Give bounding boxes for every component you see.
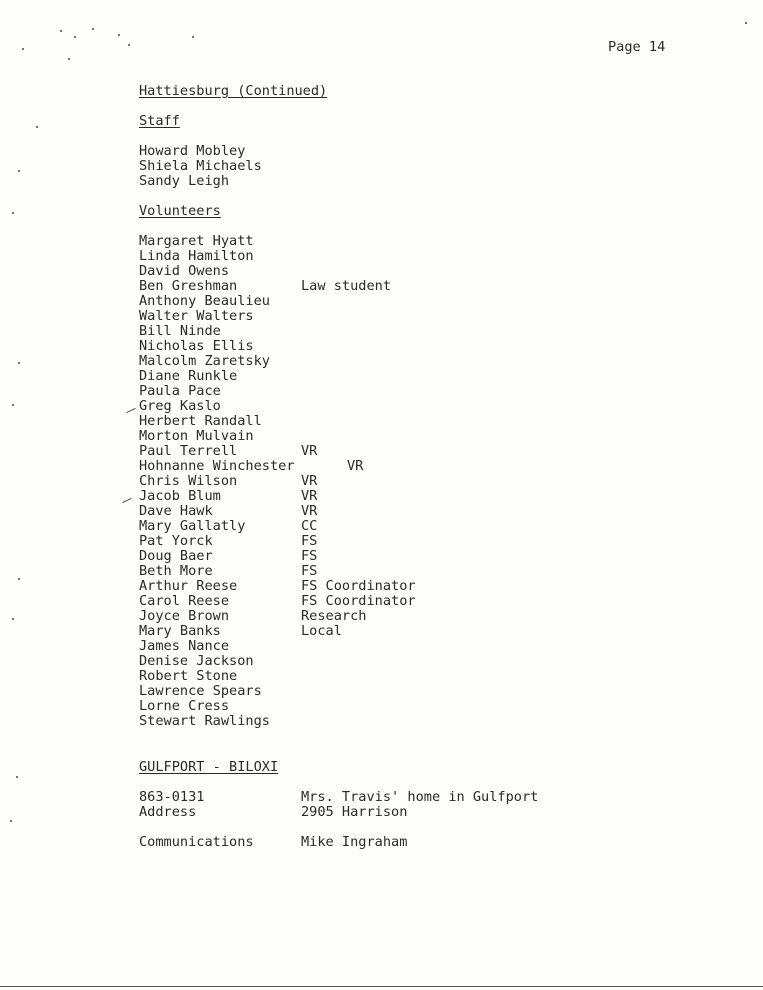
- volunteer-name: Carol Reese: [139, 593, 230, 609]
- volunteer-name: Chris Wilson: [139, 473, 238, 489]
- volunteer-name: Doug Baer: [139, 548, 213, 564]
- volunteer-note: Law student: [301, 278, 392, 294]
- volunteer-note: VR: [301, 503, 318, 519]
- volunteer-name: Morton Mulvain: [139, 428, 254, 444]
- volunteer-name: Herbert Randall: [139, 413, 262, 429]
- volunteer-name: Diane Runkle: [139, 368, 238, 384]
- staff-name: Sandy Leigh: [139, 173, 230, 189]
- volunteer-note: FS: [301, 563, 318, 579]
- volunteer-note: VR: [301, 443, 318, 459]
- volunteer-name: Stewart Rawlings: [139, 713, 270, 729]
- volunteer-name: Mary Gallatly: [139, 518, 246, 534]
- volunteer-name: Hohnanne Winchester: [139, 458, 295, 474]
- page-number: Page 14: [608, 39, 666, 55]
- volunteer-name: Ben Greshman: [139, 278, 238, 294]
- volunteer-name: Paula Pace: [139, 383, 221, 399]
- volunteer-name: Dave Hawk: [139, 503, 213, 519]
- communications-value: Mike Ingraham: [301, 834, 408, 850]
- volunteer-name: Bill Ninde: [139, 323, 221, 339]
- volunteer-name: Lorne Cress: [139, 698, 230, 714]
- bottom-scan-edge: [0, 986, 763, 987]
- phone-number: 863-0131: [139, 789, 205, 805]
- communications-label: Communications: [139, 834, 254, 850]
- volunteer-note: VR: [301, 473, 318, 489]
- volunteer-note: VR: [301, 488, 318, 504]
- volunteers-heading: Volunteers: [139, 203, 221, 219]
- volunteer-note: Local: [301, 623, 342, 639]
- staff-name: Shiela Michaels: [139, 158, 262, 174]
- volunteer-note: FS Coordinator: [301, 578, 416, 594]
- volunteer-name: David Owens: [139, 263, 230, 279]
- volunteer-name: Robert Stone: [139, 668, 238, 684]
- staff-name: Howard Mobley: [139, 143, 246, 159]
- volunteer-name: Jacob Blum: [139, 488, 221, 504]
- volunteer-name: Linda Hamilton: [139, 248, 254, 264]
- volunteer-note: FS: [301, 533, 318, 549]
- gulfport-heading: GULFPORT - BILOXI: [139, 759, 279, 775]
- volunteer-name: Lawrence Spears: [139, 683, 262, 699]
- volunteer-name: Greg Kaslo: [139, 398, 221, 414]
- phone-location: Mrs. Travis' home in Gulfport: [301, 789, 539, 805]
- volunteer-name: James Nance: [139, 638, 230, 654]
- margin-check-mark: [122, 498, 131, 503]
- volunteer-name: Malcolm Zaretsky: [139, 353, 270, 369]
- volunteer-name: Nicholas Ellis: [139, 338, 254, 354]
- section-heading: Hattiesburg (Continued): [139, 83, 328, 99]
- volunteer-name: Margaret Hyatt: [139, 233, 254, 249]
- volunteer-name: Joyce Brown: [139, 608, 230, 624]
- volunteer-note: VR: [347, 458, 364, 474]
- volunteer-name: Anthony Beaulieu: [139, 293, 270, 309]
- staff-heading: Staff: [139, 113, 180, 129]
- volunteer-name: Denise Jackson: [139, 653, 254, 669]
- volunteer-name: Mary Banks: [139, 623, 221, 639]
- address-label: Address: [139, 804, 197, 820]
- volunteer-note: FS Coordinator: [301, 593, 416, 609]
- volunteer-name: Walter Walters: [139, 308, 254, 324]
- volunteer-note: CC: [301, 518, 318, 534]
- volunteer-name: Pat Yorck: [139, 533, 213, 549]
- volunteer-note: FS: [301, 548, 318, 564]
- margin-check-mark: [126, 408, 135, 413]
- volunteer-name: Arthur Reese: [139, 578, 238, 594]
- volunteer-name: Paul Terrell: [139, 443, 238, 459]
- volunteer-name: Beth More: [139, 563, 213, 579]
- address-value: 2905 Harrison: [301, 804, 408, 820]
- volunteer-note: Research: [301, 608, 367, 624]
